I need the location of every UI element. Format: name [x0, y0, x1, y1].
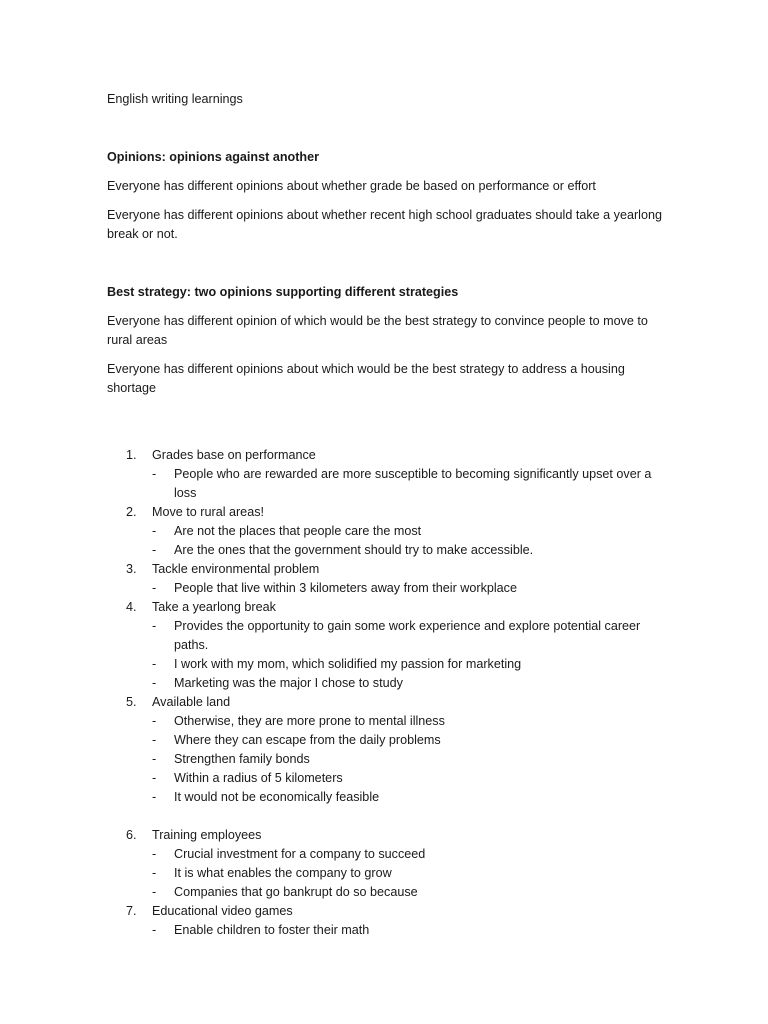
list-number: 6.	[126, 828, 137, 842]
sub-item-text: Companies that go bankrupt do so because	[174, 885, 418, 899]
dash-bullet: -	[152, 866, 157, 880]
sub-item-text: Where they can escape from the daily problems	[174, 733, 441, 747]
sub-item	[107, 921, 667, 940]
sub-item	[107, 712, 667, 731]
list-item	[107, 826, 667, 845]
list-item-label: Move to rural areas!	[152, 505, 264, 519]
list-item	[107, 560, 667, 579]
dash-bullet: -	[152, 771, 157, 785]
dash-bullet: -	[152, 543, 157, 557]
sub-item-text: Strengthen family bonds	[174, 752, 310, 766]
list-item	[107, 693, 667, 712]
sub-item	[107, 788, 667, 807]
dash-bullet: -	[152, 885, 157, 899]
dash-bullet: -	[152, 847, 157, 861]
list-number: 7.	[126, 904, 137, 918]
list-number: 1.	[126, 448, 137, 462]
dash-bullet: -	[152, 714, 157, 728]
sub-item-text: It is what enables the company to grow	[174, 866, 392, 880]
document-title: English writing learnings	[107, 92, 243, 106]
sub-item-text: Are the ones that the government should try to make accessible.	[174, 543, 534, 557]
sub-item-text: Within a radius of 5 kilometers	[174, 771, 343, 785]
sub-item	[107, 579, 667, 598]
sub-item-text: Are not the places that people care the most	[174, 524, 422, 538]
paragraph: Everyone has different opinions about which would be the best strategy to address a housing shortage	[107, 362, 625, 395]
list-number: 2.	[126, 505, 137, 519]
sub-item	[107, 541, 667, 560]
list-item-label: Available land	[152, 695, 231, 709]
dash-bullet: -	[152, 657, 157, 671]
sub-item	[107, 750, 667, 769]
dash-bullet: -	[152, 752, 157, 766]
list-number: 3.	[126, 562, 137, 576]
sub-item-text: People that live within 3 kilometers away from their workplace	[174, 581, 517, 595]
sub-item-text: Otherwise, they are more prone to mental illness	[174, 714, 445, 728]
list-item-label: Tackle environmental problem	[152, 562, 320, 576]
section-heading-best-strategy: Best strategy: two opinions supporting different strategies	[107, 285, 459, 299]
sub-item	[107, 731, 667, 750]
sub-item	[107, 845, 667, 864]
list-item-label: Training employees	[152, 828, 262, 842]
dash-bullet: -	[152, 467, 157, 481]
sub-item-text: It would not be economically feasible	[174, 790, 380, 804]
list-item	[107, 598, 667, 617]
paragraph: Everyone has different opinion of which would be the best strategy to convince people to move to rural areas	[107, 314, 648, 347]
numbered-list	[107, 446, 667, 940]
list-number: 4.	[126, 600, 137, 614]
paragraph: Everyone has different opinions about whether recent high school graduates should take a yearlong break or not.	[107, 208, 662, 241]
list-item	[107, 503, 667, 522]
sub-item	[107, 522, 667, 541]
sub-item	[107, 883, 667, 902]
sub-item	[107, 674, 667, 693]
dash-bullet: -	[152, 619, 157, 633]
sub-item	[107, 655, 667, 674]
sub-item-text: Crucial investment for a company to succeed	[174, 847, 426, 861]
dash-bullet: -	[152, 923, 157, 937]
list-item-label: Grades base on performance	[152, 448, 316, 462]
list-number: 5.	[126, 695, 137, 709]
sub-item-text: Enable children to foster their math	[174, 923, 370, 937]
dash-bullet: -	[152, 676, 157, 690]
sub-item-text: I work with my mom, which solidified my passion for marketing	[174, 657, 522, 671]
sub-item	[107, 769, 667, 788]
list-item	[107, 902, 667, 921]
document-page	[107, 90, 667, 940]
sub-item	[107, 617, 667, 655]
sub-item-text: Marketing was the major I chose to study	[174, 676, 403, 690]
dash-bullet: -	[152, 790, 157, 804]
sub-item	[107, 864, 667, 883]
list-item	[107, 446, 667, 465]
dash-bullet: -	[152, 581, 157, 595]
sub-item-text: Provides the opportunity to gain some work experience and explore potential career paths.	[174, 619, 641, 652]
paragraph: Everyone has different opinions about whether grade be based on performance or effort	[107, 179, 596, 193]
dash-bullet: -	[152, 524, 157, 538]
dash-bullet: -	[152, 733, 157, 747]
blank-line	[107, 807, 667, 826]
list-item-label: Educational video games	[152, 904, 293, 918]
list-item-label: Take a yearlong break	[152, 600, 276, 614]
sub-item-text: People who are rewarded are more susceptible to becoming significantly upset over a loss	[174, 467, 652, 500]
sub-item	[107, 465, 667, 503]
section-heading-opinions: Opinions: opinions against another	[107, 150, 319, 164]
